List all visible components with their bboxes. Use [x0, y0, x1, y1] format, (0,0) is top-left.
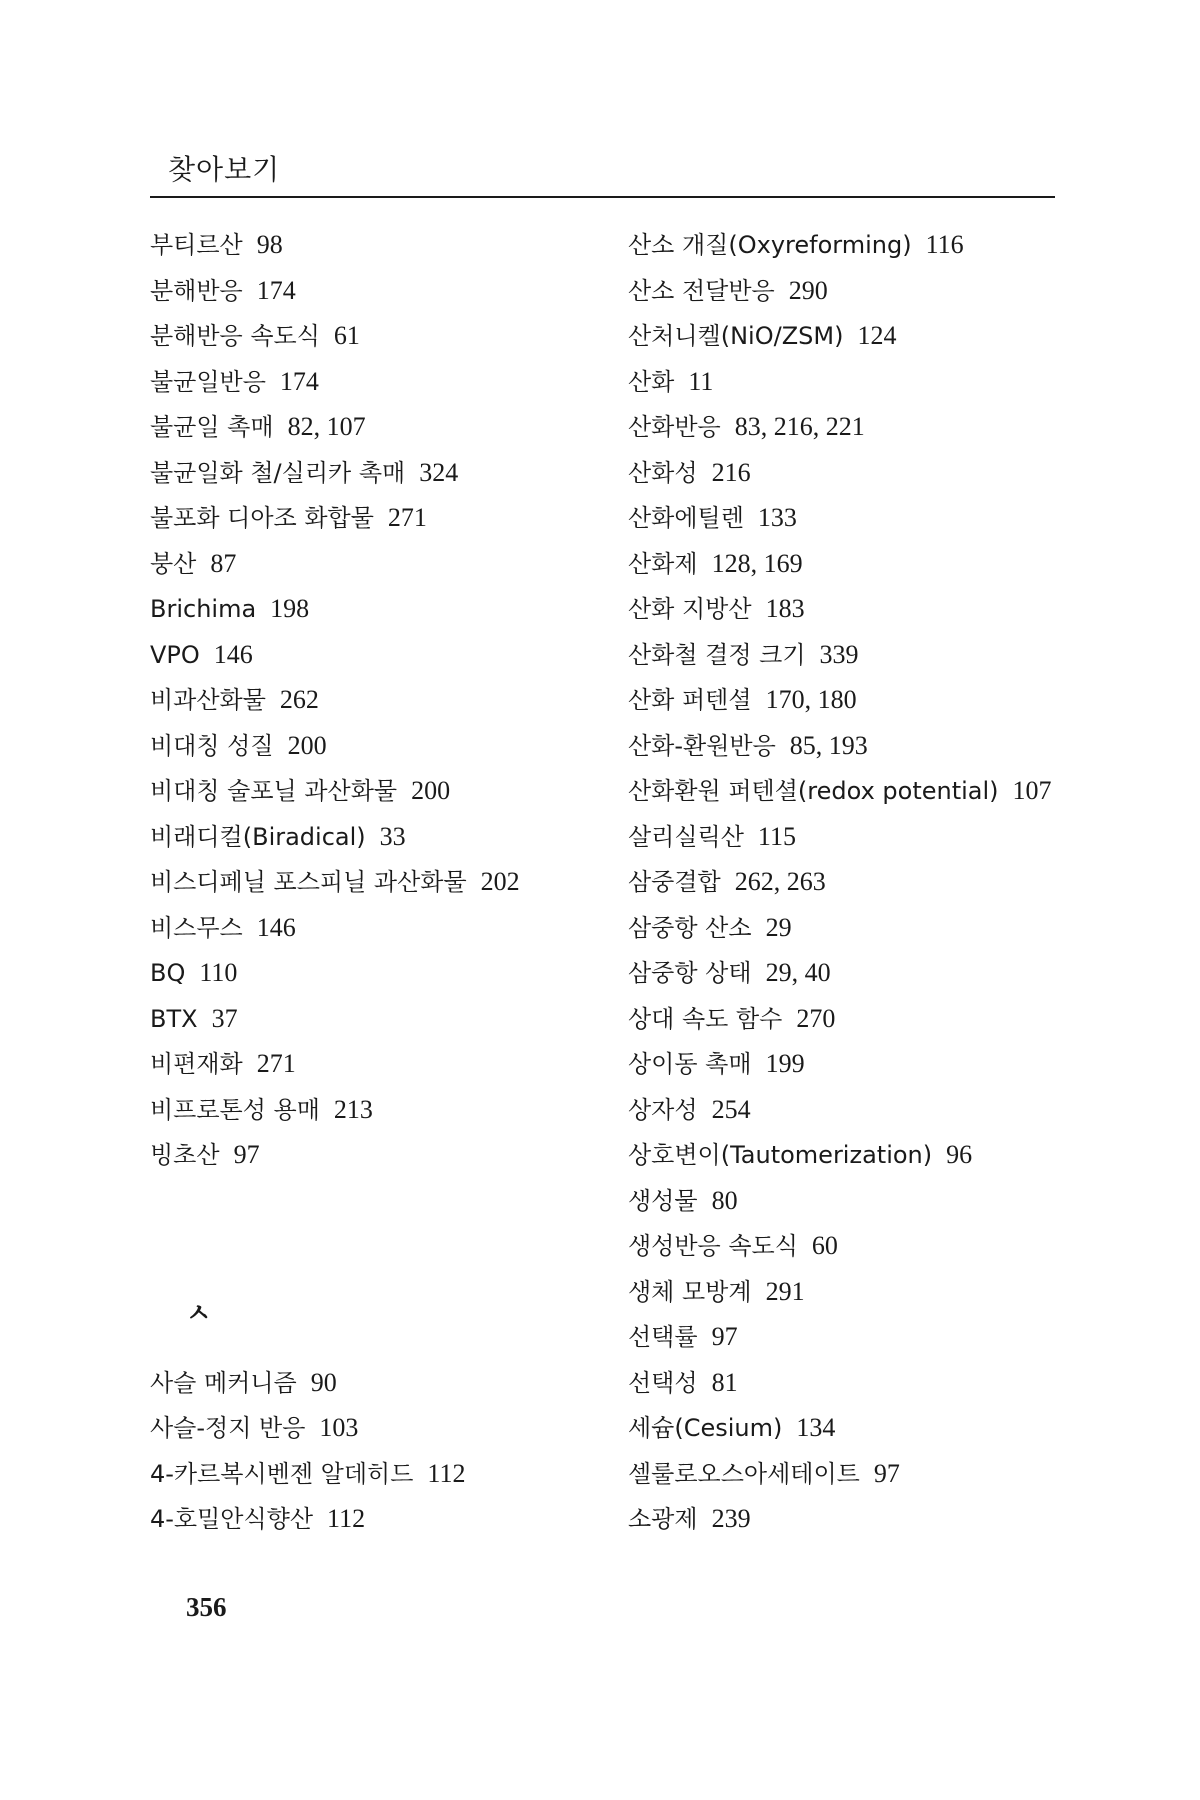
index-pages: 134: [796, 1413, 836, 1442]
index-pages: 262, 263: [734, 867, 826, 896]
index-term: 선택성: [628, 1368, 698, 1397]
index-term: 산화반응: [628, 413, 721, 441]
index-term: 산화-환원반응: [628, 731, 776, 760]
index-pages: 116: [925, 230, 964, 259]
index-pages: 83, 216, 221: [734, 412, 865, 441]
index-entry: [628, 1360, 1058, 1406]
index-entry: [628, 313, 1058, 359]
index-term: 사슬-정지 반응: [150, 1414, 306, 1442]
index-pages: 124: [857, 321, 897, 350]
index-term: 4-호밀안식향산: [150, 1505, 314, 1533]
index-term: 분해반응: [150, 276, 243, 305]
index-entry: [150, 1087, 620, 1133]
index-pages: 98: [256, 230, 283, 259]
index-pages: 200: [411, 776, 451, 805]
index-pages: 254: [711, 1094, 751, 1124]
index-term: 살리실릭산: [628, 822, 744, 851]
index-pages: 174: [279, 366, 319, 396]
index-pages: 128, 169: [711, 548, 803, 578]
index-pages: 81: [711, 1367, 738, 1397]
index-term: 비과산화물: [150, 686, 266, 714]
index-entry: [628, 1087, 1058, 1133]
index-entry: [628, 1132, 1058, 1178]
section-spacer: [150, 1178, 620, 1269]
index-pages: 97: [873, 1458, 900, 1488]
page-number: 356: [186, 1592, 227, 1622]
index-pages: 270: [796, 1003, 836, 1033]
index-pages: 90: [310, 1367, 337, 1397]
index-entry: [628, 404, 1058, 450]
index-pages: 107: [1012, 776, 1052, 805]
index-pages: 213: [333, 1094, 373, 1124]
index-pages: 61: [333, 321, 360, 350]
index-term: 비프로톤성 용매: [150, 1095, 320, 1124]
index-pages: 11: [688, 366, 714, 396]
index-term: 생성물: [628, 1186, 698, 1215]
index-term: 산화 지방산: [628, 595, 752, 623]
index-pages: 271: [387, 503, 427, 532]
index-entry: [628, 1314, 1058, 1360]
index-term: 상호변이(Tautomerization): [628, 1141, 933, 1169]
index-entry: [628, 996, 1058, 1042]
index-term: 불포화 디아조 화합물: [150, 504, 374, 532]
index-entry: [628, 723, 1058, 769]
index-entry: [628, 768, 1058, 814]
index-entry: [150, 859, 620, 905]
index-entry: [150, 359, 620, 405]
header-rule: [150, 196, 1055, 198]
index-entry: [150, 1405, 620, 1451]
index-entry: [150, 222, 620, 268]
index-entry: [628, 632, 1058, 678]
index-term: 비편재화: [150, 1050, 243, 1078]
index-term: BTX: [150, 1004, 198, 1033]
index-entry: [150, 541, 620, 587]
index-entry: [150, 313, 620, 359]
index-entry: [628, 905, 1058, 951]
index-term: Brichima: [150, 595, 257, 623]
index-entry: [150, 950, 620, 996]
index-entry: [628, 1405, 1058, 1451]
index-term: 불균일반응: [150, 367, 266, 396]
index-term: 셀룰로오스아세테이트: [628, 1459, 860, 1488]
index-term: 상대 속도 함수: [628, 1004, 783, 1033]
index-entry: [150, 768, 620, 814]
index-entry: [150, 905, 620, 951]
index-pages: 29: [765, 912, 792, 942]
index-entry: [628, 1223, 1058, 1269]
index-term: 산화 퍼텐셜: [628, 686, 752, 714]
running-header: 찾아보기: [168, 153, 281, 186]
index-pages: 29, 40: [765, 958, 831, 987]
index-term: 사슬 메커니즘: [150, 1368, 297, 1397]
index-entry: [628, 541, 1058, 587]
index-entry: [150, 723, 620, 769]
index-term: 삼중결합: [628, 868, 721, 896]
index-entry: [628, 814, 1058, 860]
index-pages: 82, 107: [287, 412, 366, 441]
index-pages: 199: [765, 1049, 805, 1078]
index-term: 산화에틸렌: [628, 504, 744, 532]
index-entry: [150, 495, 620, 541]
index-term: 소광제: [628, 1505, 698, 1533]
index-entry: [150, 1132, 620, 1178]
index-pages: 97: [711, 1322, 738, 1351]
index-entry: [150, 814, 620, 860]
index-entry: [150, 677, 620, 723]
index-term: 삼중항 상태: [628, 959, 752, 987]
index-pages: 339: [819, 639, 859, 669]
index-pages: 85, 193: [789, 730, 868, 760]
index-term: 분해반응 속도식: [150, 322, 320, 350]
index-entry: [150, 268, 620, 314]
index-pages: 202: [480, 867, 520, 896]
index-term: 상자성: [628, 1095, 698, 1124]
index-term: 세슘(Cesium): [628, 1414, 783, 1442]
index-term: 삼중항 산소: [628, 913, 752, 942]
index-term: 비래디컬(Biradical): [150, 822, 366, 851]
index-entry: [628, 450, 1058, 496]
index-column-right: [628, 222, 1058, 1542]
index-term: 불균일 촉매: [150, 413, 274, 441]
index-entry: [628, 950, 1058, 996]
index-pages: 103: [319, 1413, 359, 1442]
index-pages: 183: [765, 594, 805, 623]
index-pages: 174: [256, 275, 296, 305]
index-pages: 97: [233, 1140, 260, 1169]
index-column-left: [150, 222, 620, 1542]
index-entry: [628, 1178, 1058, 1224]
index-term: 산화제: [628, 549, 698, 578]
index-entry: [628, 1496, 1058, 1542]
index-term: 산처니켈(NiO/ZSM): [628, 322, 844, 350]
index-pages: 33: [379, 821, 406, 851]
index-pages: 112: [427, 1458, 466, 1488]
index-pages: 110: [199, 958, 238, 987]
index-entry: [628, 222, 1058, 268]
index-term: 비스디페닐 포스피닐 과산화물: [150, 868, 467, 896]
index-pages: 200: [287, 730, 327, 760]
index-entry: [150, 1360, 620, 1406]
index-pages: 87: [210, 548, 237, 578]
index-entry: [628, 1041, 1058, 1087]
index-term: 붕산: [150, 549, 197, 578]
index-term: 비대칭 성질: [150, 731, 274, 760]
index-pages: 216: [711, 457, 751, 487]
index-pages: 262: [279, 685, 319, 714]
index-term: 산화: [628, 367, 675, 396]
index-term: 상이동 촉매: [628, 1050, 752, 1078]
index-pages: 324: [419, 457, 459, 487]
index-entry: [150, 632, 620, 678]
index-entry: [628, 677, 1058, 723]
index-pages: 146: [213, 639, 253, 669]
index-term: 산화환원 퍼텐셜(redox potential): [628, 777, 999, 805]
section-heading: ㅅ: [186, 1298, 212, 1329]
index-entry: [150, 1041, 620, 1087]
index-term: 불균일화 철/실리카 촉매: [150, 458, 406, 487]
index-term: 4-카르복시벤젠 알데히드: [150, 1459, 414, 1488]
index-pages: 60: [811, 1231, 838, 1260]
index-entry: [628, 1451, 1058, 1497]
index-pages: 133: [757, 503, 797, 532]
index-entry: [150, 404, 620, 450]
index-entry: [628, 1269, 1058, 1315]
index-entry: [150, 586, 620, 632]
index-pages: 170, 180: [765, 685, 857, 714]
index-pages: 146: [256, 912, 296, 942]
index-term: 생성반응 속도식: [628, 1232, 798, 1260]
index-entry: [628, 268, 1058, 314]
index-term: VPO: [150, 640, 200, 669]
index-term: 생체 모방계: [628, 1277, 752, 1306]
index-term: 비스무스: [150, 913, 243, 942]
index-entry: [150, 450, 620, 496]
index-term: 비대칭 술포닐 과산화물: [150, 777, 398, 805]
index-pages: 198: [270, 594, 310, 623]
index-pages: 37: [211, 1003, 238, 1033]
index-term: 빙초산: [150, 1141, 220, 1169]
index-pages: 290: [788, 275, 828, 305]
index-entry: [628, 859, 1058, 905]
index-entry: [150, 996, 620, 1042]
index-entry: [150, 1451, 620, 1497]
index-pages: 112: [327, 1504, 366, 1533]
index-pages: 96: [946, 1140, 973, 1169]
index-pages: 291: [765, 1276, 805, 1306]
index-term: 산소 전달반응: [628, 276, 775, 305]
index-term: 산화성: [628, 458, 698, 487]
index-entry: [628, 359, 1058, 405]
index-pages: 271: [256, 1049, 296, 1078]
index-term: 산화철 결정 크기: [628, 640, 806, 669]
index-term: 선택률: [628, 1323, 698, 1351]
index-pages: 239: [711, 1504, 751, 1533]
index-entry: [150, 1496, 620, 1542]
index-term: 부티르산: [150, 231, 243, 259]
index-term: BQ: [150, 959, 186, 987]
index-pages: 115: [757, 821, 796, 851]
index-entry: [628, 495, 1058, 541]
index-pages: 80: [711, 1185, 738, 1215]
index-entry: [628, 586, 1058, 632]
index-term: 산소 개질(Oxyreforming): [628, 231, 912, 259]
